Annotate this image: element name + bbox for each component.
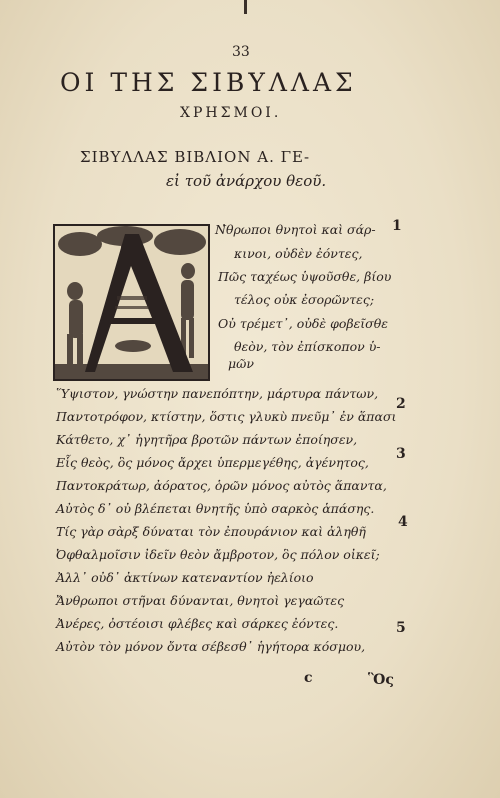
decorated-initial-a [53,224,210,381]
text-line: Ἀνέρες, ὀστέοισι φλέβες καὶ σάρκες ἐόντες. [56,616,339,631]
text-line: θεὸν, τὸν ἐπίσκοπον ὑ- [234,339,381,354]
text-line: Ἀλλ᾽ οὐδ᾽ ἀκτίνων κατεναντίον ἠελίοιο [56,570,314,585]
margin-number: 5 [396,620,406,636]
text-line: Κάτθετο, χ᾽ ἡγητῆρα βροτῶν πάντων ἐποίησεν, [56,432,358,447]
text-line: Ν̓θρωποι θνητοὶ καὶ σάρ- [215,222,376,237]
text-line: μῶν [228,356,254,371]
text-line: Ὀφθαλμοῖσιν ἰδεῖν θεὸν ἄμβροτον, ὃς πόλον οἰκεῖ; [56,547,380,562]
page-mark [244,0,247,14]
catchword: Ὃς [368,672,394,688]
text-line: Αὐτὸν τὸν μόνον ὄντα σέβεσθ᾽ ἡγήτορα κόσμου, [56,639,366,654]
margin-number: 1 [392,218,402,234]
text-line: Αὐτὸς δ᾽ οὐ βλέπεται θνητῆς ὑπὸ σαρκὸς ἁπάσης. [56,501,375,516]
text-line: Εἷς θεὸς, ὃς μόνος ἄρχει ὑπερμεγέθης, ἀγένητος, [56,455,369,470]
book-heading: ΣΙΒΥΛΛΑΣ ΒΙΒΛΙΟΝ Α. ΓΕ- [80,148,311,166]
page-subtitle: ΧΡΗΣΜΟΙ. [180,105,282,121]
text-line: Παντοτρόφον, κτίστην, ὅστις γλυκὺ πνεῦμ᾽ ἐν ἅπασι [56,409,397,424]
text-line: Ὕψιστον, γνώστην πανεπόπτην, μάρτυρα πάντων, [56,386,379,401]
text-line: τέλος οὐκ ἐσορῶντες; [234,292,375,307]
text-line: Παντοκράτωρ, ἀόρατος, ὁρῶν μόνος αὐτὸς ἅπαντα, [56,478,387,493]
book-heading-continued: εἰ τοῦ ἀνάρχου θεοῦ. [166,172,327,190]
text-line: Ἄνθρωποι στῆναι δύνανται, θνητοὶ γεγαῶτες [56,593,345,608]
signature-mark: c [304,670,313,686]
margin-number: 4 [398,514,408,530]
text-line: Πῶς ταχέως ὑψοῦσθε, βίου [218,269,392,284]
text-line: κινοι, οὐδὲν ἐόντες, [234,246,363,261]
margin-number: 3 [396,446,406,462]
text-line: Τίς γὰρ σὰρξ δύναται τὸν ἐπουράνιον καὶ ἀληθῆ [56,524,366,539]
page-title: ΟΙ ΤΗΣ ΣΙΒΥΛΛΑΣ [60,68,357,97]
text-line: Οὐ τρέμετ᾽, οὐδὲ φοβεῖσθε [218,316,388,331]
page-number: 33 [232,44,250,60]
margin-number: 2 [396,396,406,412]
woodcut-illustration [55,226,208,379]
